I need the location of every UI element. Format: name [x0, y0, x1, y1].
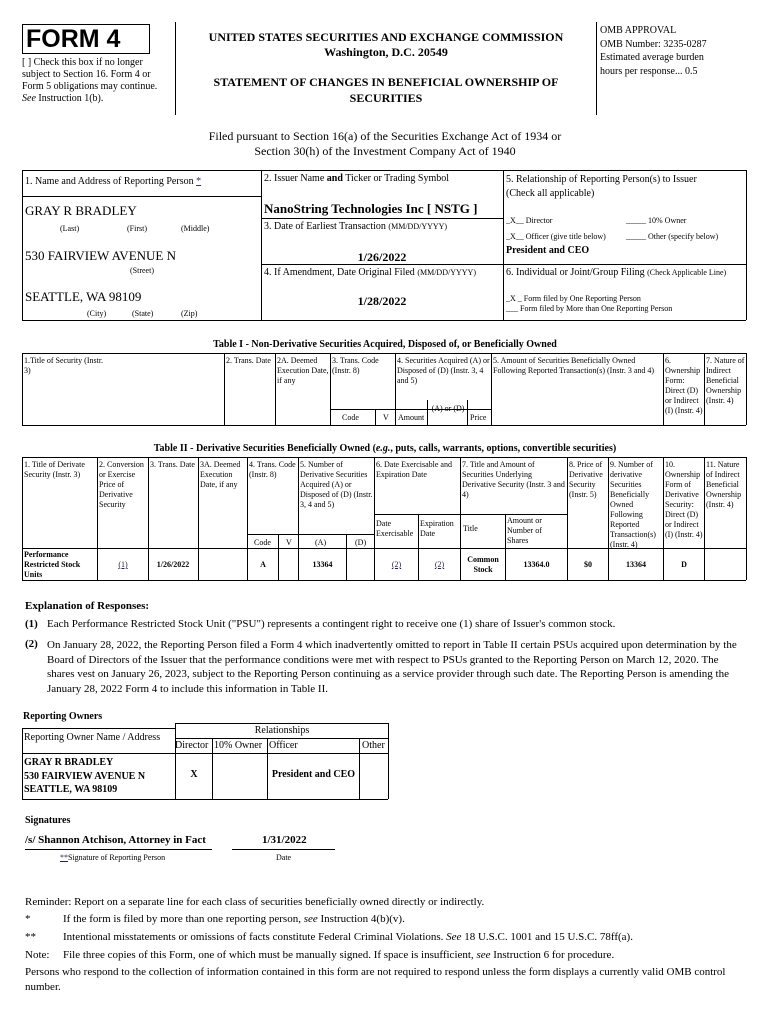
ro-top	[175, 723, 388, 724]
t2-row-owned: 13364	[626, 560, 646, 569]
ro-director-val: X	[190, 769, 198, 780]
t2-sub-amount: Amount or Number of Shares	[507, 516, 542, 545]
reminder: Reminder: Report on a separate line for each class of securities beneficially owned directly or indirectly.	[25, 896, 485, 908]
relationship-label: 5. Relationship of Reporting Person(s) to Issuer (Check all applicable)	[506, 174, 697, 199]
ro-other-hdr: Other	[362, 740, 385, 751]
footnote-star: *	[25, 913, 31, 925]
t2-v-exp	[418, 514, 419, 580]
ro-v2	[212, 738, 213, 799]
t2-row-expiration[interactable]: (2)	[434, 560, 445, 569]
ro-rel-hdr: Relationships	[254, 725, 310, 736]
t2-col-date: 3. Trans. Date	[150, 460, 195, 469]
t1-v5	[491, 353, 492, 425]
t2-col-conversion: 2. Conversion or Exercise Price of Derivative Security	[99, 460, 144, 509]
ro-name: GRAY R BRADLEY 530 FAIRVIEW AVENUE N SEATTLE, WA 98109	[24, 757, 146, 795]
t2-row-shares: 13364.0	[523, 560, 550, 569]
officer-title: President and CEO	[506, 245, 590, 256]
t2-row-price: $0	[584, 560, 592, 569]
footnote-dstar-text: Intentional misstatements or omissions of facts constitute Federal Criminal Violations. See 18 U.S.C. 1001 and 15 U.S.C. 78ff(a).	[63, 931, 633, 943]
state-label: (State)	[132, 309, 154, 318]
explanation-text-1: Each Performance Restricted Stock Unit ("PSU") represents a contingent right to receive one (1) share of Issuer's common stock.	[47, 618, 616, 630]
t2-sub-date-ex: Date Exercisable	[376, 519, 414, 538]
t2-col-underlying: 7. Title and Amount of Securities Underlying Derivative Security (Instr. 3 and 4)	[462, 460, 565, 499]
ro-head-bottom	[22, 753, 388, 754]
amendment-value: 1/28/2022	[357, 294, 407, 308]
t1-top	[22, 353, 746, 354]
t2-v0	[22, 457, 23, 580]
box-line-c	[261, 264, 746, 265]
explanation-text-2: On January 28, 2022, the Reporting Person filed a Form 4 which inadvertently omitted to report in Table II certain PSUs acquired upon determination by the Board of Directors of the Issuer that the performance conditions were met with respect to PSUs granted to the Reporting Person on March 12, 2020. The shares vest on January 26, 2023, subject to the Reporting Person continuing as a service provider through such date. The Reporting Person is amending the January 28, 2022 Form 4 to include this information in Table II.	[47, 639, 737, 695]
t2-row-code: A	[260, 560, 266, 569]
officer-checkbox[interactable]: _X__ Officer (give title below)	[506, 232, 606, 241]
filing-one-checkbox[interactable]: _X _ Form filed by One Reporting Person	[506, 294, 641, 303]
t1-sub-code: Code	[342, 413, 359, 422]
box-bottom	[22, 320, 746, 321]
footnote-note: Note:	[25, 949, 50, 961]
ro-v0	[22, 728, 23, 799]
box-left	[22, 170, 23, 320]
t2-sub-exp: Expiration Date	[420, 519, 454, 538]
t2-col-title: 1. Title of Derivate Security (Instr. 3)	[24, 460, 85, 479]
form-title-box	[22, 24, 150, 54]
last-label: (Last)	[60, 224, 80, 233]
t1-col-date: 2. Trans. Date	[226, 356, 271, 365]
t2-sub-d: (D)	[355, 538, 367, 547]
ro-officer-hdr: Officer	[269, 740, 298, 751]
signature-date: 1/31/2022	[262, 834, 307, 846]
box-right	[746, 170, 747, 320]
t2-v-title	[505, 514, 506, 580]
issuer-label: 2. Issuer Name and Ticker or Trading Symbol	[264, 173, 450, 184]
t2-col-exercisable: 6. Date Exercisable and Expiration Date	[376, 460, 452, 479]
issuer-name: NanoString Technologies Inc [ NSTG ]	[264, 201, 478, 216]
t1-v6	[663, 353, 664, 425]
t1-v8	[746, 353, 747, 425]
ro-v4	[359, 738, 360, 799]
t1-col-acquired: 4. Securities Acquired (A) or Disposed of (D) (Instr. 3, 4 and 5)	[397, 356, 490, 385]
sig-line	[25, 849, 212, 850]
t2-row-title: Common Stock	[467, 555, 499, 574]
t1-col-nature: 7. Nature of Indirect Beneficial Ownership (Instr. 4)	[706, 356, 745, 405]
reporting-name: GRAY R BRADLEY	[25, 203, 137, 218]
t2-v12	[746, 457, 747, 580]
amendment-label: 4. If Amendment, Date Original Filed (MM/DD/YYYY)	[264, 267, 476, 278]
director-checkbox[interactable]: _X__ Director	[506, 216, 553, 225]
t2-sub-b	[374, 514, 567, 515]
ro-name-hdr: Reporting Owner Name / Address	[24, 732, 161, 743]
t1-sub-aord: (A) or (D)	[431, 404, 465, 413]
t2-row-exercisable[interactable]: (2)	[391, 560, 402, 569]
t1-sub-amount: Amount	[398, 413, 425, 422]
city-address: SEATTLE, WA 98109	[25, 289, 142, 304]
filing-label: 6. Individual or Joint/Group Filing (Check Applicable Line)	[506, 267, 727, 278]
t1-v1	[224, 353, 225, 425]
filing-more-checkbox[interactable]: ___ Form filed by More than One Reporting Person	[506, 304, 673, 313]
footnote-star-text: If the form is filed by more than one reporting person, see Instruction 4(b)(v).	[63, 913, 405, 925]
t2-bottom	[22, 580, 746, 581]
t1-bottom	[22, 425, 746, 426]
owners-title: Reporting Owners	[23, 711, 103, 722]
box-top	[22, 170, 746, 171]
t2-v-code	[278, 534, 279, 580]
ro-mid	[175, 738, 388, 739]
t2-col-price: 8. Price of Derivative Security (Instr. 5)	[569, 460, 603, 499]
other-checkbox[interactable]: _____ Other (specify below)	[626, 232, 719, 241]
t2-sub-code: Code	[254, 538, 271, 547]
t2-sub-a: (A)	[315, 538, 327, 547]
table1-title: Table I - Non-Derivative Securities Acquired, Disposed of, or Beneficially Owned	[213, 339, 557, 350]
city-label: (City)	[87, 309, 107, 318]
signatures-title: Signatures	[25, 815, 71, 826]
t1-v3	[330, 353, 331, 425]
street-label: (Street)	[130, 266, 154, 275]
omb-approval: OMB APPROVAL OMB Number: 3235-0287 Estimated average burden hours per response... 0.5	[600, 25, 707, 77]
t2-sub-v: V	[286, 538, 292, 547]
date-line	[232, 849, 335, 850]
t1-col-code: 3. Trans. Code (Instr. 8)	[332, 356, 379, 375]
ro-ten-hdr: 10% Owner	[214, 740, 263, 751]
t2-row-acquired: 13364	[312, 560, 333, 569]
name-label: 1. Name and Address of Reporting Person *	[25, 176, 202, 187]
form-title: FORM 4	[26, 25, 121, 53]
t2-col-deemed: 3A. Deemed Execution Date, if any	[200, 460, 241, 489]
ro-name-top	[22, 728, 175, 729]
t2-row-conversion[interactable]: (1)	[118, 560, 128, 569]
t1-sub-price: Price	[470, 413, 487, 422]
t2-col-nature: 11. Nature of Indirect Beneficial Ownership (Instr. 4)	[706, 460, 742, 509]
t2-col-owned: 9. Number of derivative Securities Beneficially Owned Following Reported Transaction(s) (Instr. 4)	[610, 460, 656, 549]
ro-bottom	[22, 799, 388, 800]
zip-label: (Zip)	[181, 309, 198, 318]
t2-sub-a	[247, 534, 374, 535]
middle-label: (Middle)	[181, 224, 210, 233]
persons-notice: Persons who respond to the collection of information contained in this form are not required to respond unless the form displays a currently valid OMB control number.	[25, 966, 726, 993]
t2-col-form: 10. Ownership Form of Derivative Security: Direct (D) or Indirect (I) (Instr. 4)	[665, 460, 703, 539]
explanation-num-2: (2)	[25, 638, 38, 650]
ro-v5	[388, 723, 389, 799]
sig-label: **Signature of Reporting Person	[60, 853, 166, 862]
t1-col-title: 1.Title of Security (Instr. 3)	[24, 356, 104, 375]
earliest-date-value: 1/26/2022	[357, 250, 407, 264]
box-div-2	[503, 170, 504, 320]
ro-director-hdr: Director	[175, 740, 209, 751]
box-line-b	[261, 218, 503, 219]
t2-col-number: 5. Number of Derivative Securities Acquired (A) or Disposed of (D) (Instr. 3, 4 and 5)	[300, 460, 373, 509]
sec-city: Washington, D.C. 20549	[324, 45, 448, 59]
t2-row-date: 1/26/2022	[156, 560, 190, 569]
footnote-dstar: **	[25, 931, 36, 943]
t2-v3	[198, 457, 199, 580]
explanation-num-1: (1)	[25, 618, 38, 630]
ro-officer-val: President and CEO	[271, 769, 356, 780]
sec-name: UNITED STATES SECURITIES AND EXCHANGE COMMISSION	[208, 30, 564, 44]
street-address: 530 FAIRVIEW AVENUE N	[25, 248, 176, 263]
signer: /s/ Shannon Atchison, Attorney in Fact	[25, 834, 206, 846]
t1-v-code	[375, 409, 376, 425]
t2-row-form: D	[681, 560, 687, 569]
box-line-a	[22, 196, 261, 197]
first-label: (First)	[127, 224, 147, 233]
t1-v0	[22, 353, 23, 425]
statement-title-1: STATEMENT OF CHANGES IN BENEFICIAL OWNERSHIP OF	[213, 75, 559, 89]
t2-row-security: Performance Restricted Stock Units	[24, 550, 81, 579]
earliest-date-label: 3. Date of Earliest Transaction (MM/DD/YYYY)	[264, 221, 448, 232]
t1-col-amount: 5. Amount of Securities Beneficially Owned Following Reported Transaction(s) (Instr. 3 and 4)	[493, 356, 655, 375]
footnote-note-text: File three copies of this Form, one of which must be manually signed. If space is insufficient, see Instruction 6 for procedure.	[63, 949, 615, 961]
check-box-text[interactable]: [ ] Check this box if no longer subject to Section 16. Form 4 or Form 5 obligations may continue. See Instruction 1(b).	[22, 57, 158, 104]
t2-sub-title: Title	[463, 524, 478, 533]
date-label: Date	[276, 853, 292, 862]
t1-v-v	[395, 409, 396, 425]
header-divider-right	[596, 22, 597, 115]
t1-col-deemed: 2A. Deemed Execution Date, if any	[277, 356, 329, 385]
table2-title: Table II - Derivative Securities Beneficially Owned (e.g., puts, calls, warrants, options, convertible securities)	[153, 443, 617, 454]
explanation-title: Explanation of Responses:	[25, 600, 150, 612]
t2-v-a	[346, 534, 347, 580]
statement-title-2: SECURITIES	[349, 91, 423, 105]
ten-owner-checkbox[interactable]: _____ 10% Owner	[626, 216, 687, 225]
t1-col-ownership: 6. Ownership Form: Direct (D) or Indirect (I) (Instr. 4)	[665, 356, 703, 415]
t2-top	[22, 457, 746, 458]
t2-col-code: 4. Trans. Code (Instr. 8)	[249, 460, 296, 479]
filed-pursuant: Filed pursuant to Section 16(a) of the Securities Exchange Act of 1934 or Section 30(h) of the Investment Company Act of 1940	[208, 129, 562, 158]
t1-sub-v: V	[383, 413, 389, 422]
